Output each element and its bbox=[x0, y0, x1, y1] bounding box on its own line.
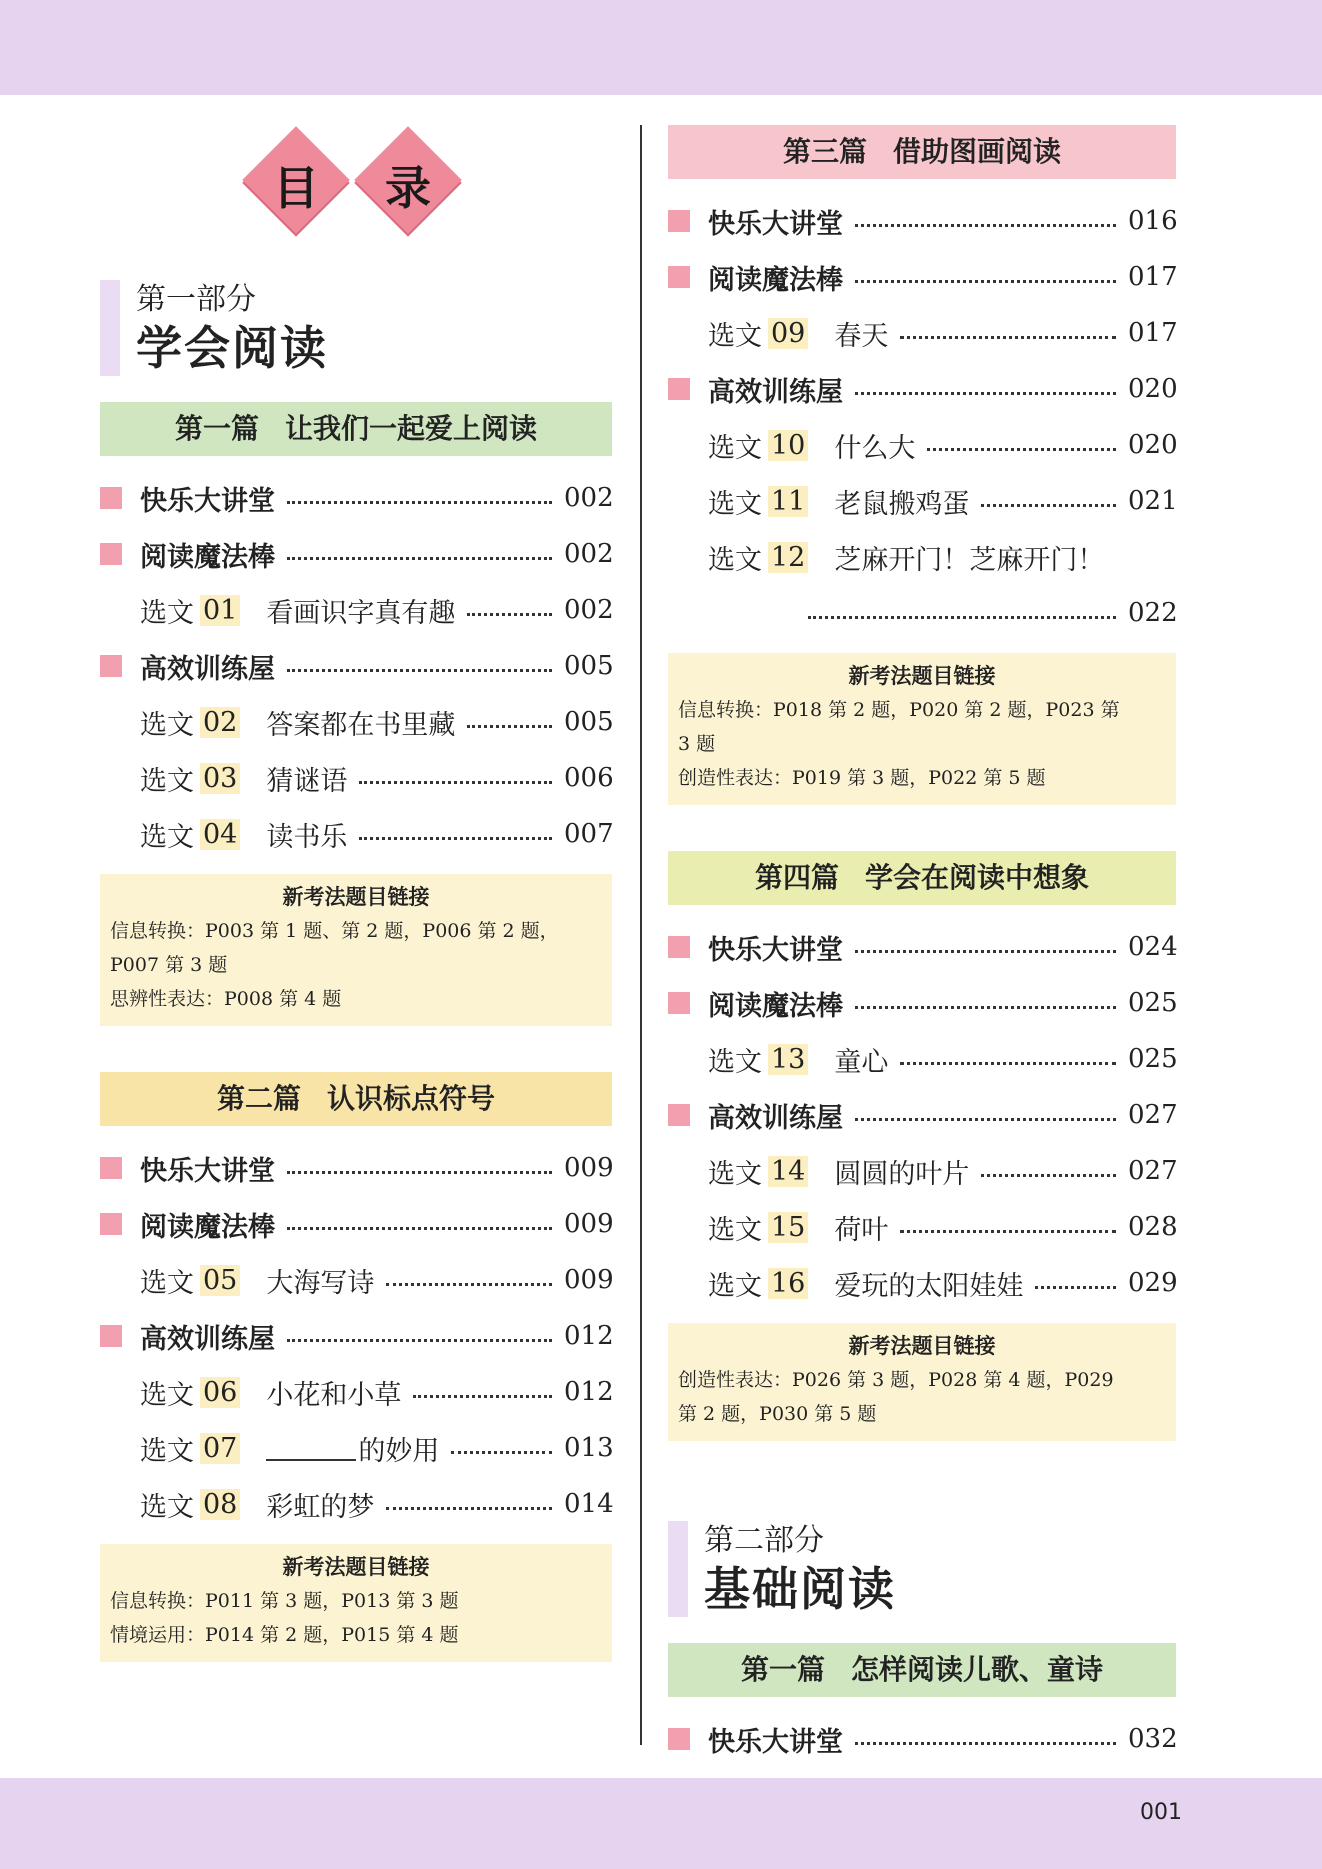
bullet-square-icon bbox=[100, 487, 122, 509]
xuanwen-label: 选文 bbox=[140, 821, 194, 853]
new-exam-link-box bbox=[100, 1544, 612, 1662]
toc-entry[interactable] bbox=[100, 1140, 612, 1196]
page-ref: 028 bbox=[1128, 1212, 1178, 1242]
toc-entry[interactable] bbox=[100, 470, 612, 526]
part-title: 学会阅读 bbox=[136, 321, 328, 375]
leader-dots bbox=[287, 1171, 552, 1174]
toc-entry[interactable] bbox=[668, 1087, 1176, 1143]
toc-subentry[interactable] bbox=[668, 473, 1176, 529]
leader-dots bbox=[981, 1174, 1116, 1177]
toc-subentry[interactable] bbox=[668, 1143, 1176, 1199]
top-color-band bbox=[0, 0, 1322, 95]
toc-entry[interactable] bbox=[100, 1196, 612, 1252]
part-subtitle: 第一部分 bbox=[136, 282, 256, 317]
toc-subentry[interactable] bbox=[668, 529, 1176, 585]
link-box-line: 第 2 题，P030 第 5 题 bbox=[678, 1403, 877, 1425]
selection-number: 03 bbox=[200, 763, 240, 794]
chapter-title: 学会在阅读中想象 bbox=[865, 861, 1090, 894]
chapter-number: 第四篇 bbox=[754, 861, 839, 894]
selection-title: 童心 bbox=[834, 1046, 889, 1078]
selection-title: 的妙用 bbox=[358, 1435, 440, 1467]
page-ref: 017 bbox=[1128, 262, 1178, 292]
xuanwen-label: 选文 bbox=[140, 709, 194, 741]
entry-label: 快乐大讲堂 bbox=[140, 1155, 275, 1187]
selection-title: 什么大 bbox=[834, 432, 916, 464]
new-exam-link-box bbox=[668, 1323, 1176, 1441]
chapter-number: 第二篇 bbox=[216, 1082, 301, 1115]
selection-title: 芝麻开门！芝麻开门！ bbox=[834, 544, 1105, 576]
leader-dots bbox=[287, 669, 552, 672]
page-ref: 012 bbox=[564, 1377, 614, 1407]
chapter-title: 怎样阅读儿歌、童诗 bbox=[851, 1653, 1104, 1686]
selection-number: 08 bbox=[200, 1489, 240, 1520]
page-ref: 021 bbox=[1128, 486, 1178, 516]
link-box-title: 新考法题目链接 bbox=[848, 1334, 996, 1358]
link-box-line: P007 第 3 题 bbox=[110, 954, 228, 976]
leader-dots bbox=[900, 1230, 1116, 1233]
page-ref: 014 bbox=[564, 1489, 614, 1519]
bullet-square-icon bbox=[668, 1728, 690, 1750]
part-heading bbox=[100, 280, 612, 376]
page-ref: 029 bbox=[1128, 1268, 1178, 1298]
toc-entry[interactable] bbox=[100, 526, 612, 582]
chapter-title: 让我们一起爱上阅读 bbox=[285, 412, 538, 445]
page-ref: 009 bbox=[564, 1153, 614, 1183]
leader-dots bbox=[386, 1507, 552, 1510]
toc-subentry[interactable] bbox=[100, 806, 612, 862]
entry-label: 阅读魔法棒 bbox=[140, 541, 275, 573]
fill-blank-line bbox=[266, 1435, 356, 1461]
selection-title: 老鼠搬鸡蛋 bbox=[834, 488, 970, 520]
page-ref: 002 bbox=[564, 539, 614, 569]
page-ref: 005 bbox=[564, 651, 614, 681]
page-ref: 017 bbox=[1128, 318, 1178, 348]
chapter-bar[interactable] bbox=[100, 1072, 612, 1126]
selection-number: 06 bbox=[200, 1377, 240, 1408]
page-ref: 002 bbox=[564, 595, 614, 625]
page-ref: 020 bbox=[1128, 374, 1178, 404]
bullet-square-icon bbox=[100, 655, 122, 677]
leader-dots bbox=[855, 950, 1116, 953]
xuanwen-label: 选文 bbox=[708, 1214, 762, 1246]
xuanwen-label: 选文 bbox=[708, 544, 762, 576]
selection-title: 猜谜语 bbox=[266, 765, 348, 797]
selection-title: 荷叶 bbox=[834, 1214, 889, 1246]
link-box-line: 信息转换：P011 第 3 题，P013 第 3 题 bbox=[110, 1590, 459, 1612]
leader-dots bbox=[413, 1395, 552, 1398]
leader-dots bbox=[1035, 1286, 1116, 1289]
selection-number: 12 bbox=[768, 542, 808, 573]
link-box-title: 新考法题目链接 bbox=[282, 1555, 430, 1579]
link-box-line: 情境运用：P014 第 2 题，P015 第 4 题 bbox=[110, 1624, 459, 1646]
page-ref: 020 bbox=[1128, 430, 1178, 460]
link-box-line: 创造性表达：P019 第 3 题，P022 第 5 题 bbox=[678, 767, 1046, 789]
page-ref: 025 bbox=[1128, 1044, 1178, 1074]
entry-label: 阅读魔法棒 bbox=[708, 264, 843, 296]
chapter-title: 认识标点符号 bbox=[327, 1082, 496, 1115]
page-ref: 006 bbox=[564, 763, 614, 793]
toc-entry[interactable] bbox=[100, 1308, 612, 1364]
selection-number: 07 bbox=[200, 1433, 240, 1464]
leader-dots bbox=[287, 501, 552, 504]
xuanwen-label: 选文 bbox=[708, 1270, 762, 1302]
selection-number: 01 bbox=[200, 595, 240, 626]
bullet-square-icon bbox=[100, 543, 122, 565]
page-ref: 032 bbox=[1128, 1724, 1178, 1754]
bullet-square-icon bbox=[668, 1104, 690, 1126]
selection-title: 春天 bbox=[834, 320, 889, 352]
toc-title-char: 目 bbox=[273, 161, 319, 215]
page-ref: 009 bbox=[564, 1209, 614, 1239]
toc-subentry[interactable] bbox=[100, 694, 612, 750]
leader-dots bbox=[808, 616, 1116, 619]
selection-number: 02 bbox=[200, 707, 240, 738]
bottom-color-band bbox=[0, 1778, 1322, 1869]
toc-subentry[interactable] bbox=[668, 1031, 1176, 1087]
entry-label: 高效训练屋 bbox=[140, 1323, 275, 1355]
toc-subentry[interactable] bbox=[100, 582, 612, 638]
selection-title: 答案都在书里藏 bbox=[266, 709, 456, 741]
entry-label: 快乐大讲堂 bbox=[708, 1726, 843, 1758]
selection-title: 彩虹的梦 bbox=[266, 1491, 375, 1523]
bullet-square-icon bbox=[100, 1325, 122, 1347]
selection-title: 小花和小草 bbox=[266, 1379, 402, 1411]
chapter-bar[interactable] bbox=[668, 125, 1176, 179]
page-number: 001 bbox=[1140, 1800, 1182, 1825]
selection-title: 圆圆的叶片 bbox=[834, 1158, 970, 1190]
xuanwen-label: 选文 bbox=[140, 1379, 194, 1411]
chapter-title: 借助图画阅读 bbox=[893, 135, 1062, 168]
toc-subentry[interactable] bbox=[668, 305, 1176, 361]
part-subtitle: 第二部分 bbox=[704, 1523, 824, 1558]
leader-dots bbox=[467, 613, 552, 616]
chapter-bar[interactable] bbox=[668, 1643, 1176, 1697]
toc-subentry[interactable] bbox=[100, 750, 612, 806]
xuanwen-label: 选文 bbox=[708, 432, 762, 464]
toc-subentry[interactable] bbox=[100, 1364, 612, 1420]
selection-number: 09 bbox=[768, 318, 808, 349]
leader-dots bbox=[359, 781, 552, 784]
page-ref: 027 bbox=[1128, 1156, 1178, 1186]
leader-dots bbox=[386, 1283, 552, 1286]
leader-dots bbox=[855, 224, 1116, 227]
toc-entry[interactable] bbox=[668, 249, 1176, 305]
entry-label: 快乐大讲堂 bbox=[708, 934, 843, 966]
link-box-title: 新考法题目链接 bbox=[282, 885, 430, 909]
page-ref: 016 bbox=[1128, 206, 1178, 236]
part-title: 基础阅读 bbox=[704, 1562, 896, 1616]
page-ref: 007 bbox=[564, 819, 614, 849]
leader-dots bbox=[855, 1118, 1116, 1121]
bullet-square-icon bbox=[668, 210, 690, 232]
leader-dots bbox=[900, 336, 1116, 339]
entry-label: 快乐大讲堂 bbox=[708, 208, 843, 240]
toc-entry[interactable] bbox=[100, 638, 612, 694]
toc-entry[interactable] bbox=[668, 361, 1176, 417]
bullet-square-icon bbox=[668, 266, 690, 288]
leader-dots bbox=[927, 448, 1116, 451]
selection-number: 11 bbox=[768, 486, 808, 517]
toc-entry[interactable] bbox=[668, 1711, 1176, 1767]
page-ref: 025 bbox=[1128, 988, 1178, 1018]
page-ref: 013 bbox=[564, 1433, 614, 1463]
leader-dots bbox=[855, 1742, 1116, 1745]
page-ref: 027 bbox=[1128, 1100, 1178, 1130]
leader-dots bbox=[287, 1339, 552, 1342]
toc-title-char: 录 bbox=[385, 161, 431, 215]
right-column bbox=[668, 125, 1176, 1767]
leader-dots bbox=[855, 1006, 1116, 1009]
xuanwen-label: 选文 bbox=[708, 1158, 762, 1190]
selection-number: 14 bbox=[768, 1156, 808, 1187]
toc-subentry[interactable] bbox=[668, 1199, 1176, 1255]
entry-label: 阅读魔法棒 bbox=[140, 1211, 275, 1243]
selection-number: 15 bbox=[768, 1212, 808, 1243]
leader-dots bbox=[981, 504, 1116, 507]
selection-number: 04 bbox=[200, 819, 240, 850]
page-ref: 009 bbox=[564, 1265, 614, 1295]
leader-dots bbox=[900, 1062, 1116, 1065]
xuanwen-label: 选文 bbox=[140, 1267, 194, 1299]
selection-number: 13 bbox=[768, 1044, 808, 1075]
bullet-square-icon bbox=[668, 378, 690, 400]
page-ref: 024 bbox=[1128, 932, 1178, 962]
leader-dots bbox=[855, 392, 1116, 395]
selection-number: 05 bbox=[200, 1265, 240, 1296]
bullet-square-icon bbox=[668, 992, 690, 1014]
part-bar bbox=[668, 1521, 688, 1617]
selection-title: 爱玩的太阳娃娃 bbox=[834, 1270, 1024, 1302]
new-exam-link-box bbox=[668, 653, 1176, 805]
xuanwen-label: 选文 bbox=[708, 1046, 762, 1078]
link-box-line: 信息转换：P003 第 1 题、第 2 题，P006 第 2 题， bbox=[110, 920, 559, 942]
chapter-bar[interactable] bbox=[668, 851, 1176, 905]
selection-number: 16 bbox=[768, 1268, 808, 1299]
part-bar bbox=[100, 280, 120, 376]
toc-subentry[interactable] bbox=[100, 1252, 612, 1308]
page-ref: 022 bbox=[1128, 598, 1178, 628]
toc-entry[interactable] bbox=[668, 975, 1176, 1031]
entry-label: 高效训练屋 bbox=[708, 376, 843, 408]
xuanwen-label: 选文 bbox=[140, 597, 194, 629]
toc-entry[interactable] bbox=[668, 919, 1176, 975]
selection-title: 大海写诗 bbox=[266, 1267, 375, 1299]
xuanwen-label: 选文 bbox=[140, 1491, 194, 1523]
toc-entry[interactable] bbox=[668, 193, 1176, 249]
selection-number: 10 bbox=[768, 430, 808, 461]
leader-dots bbox=[359, 837, 552, 840]
toc-subentry[interactable] bbox=[668, 417, 1176, 473]
entry-label: 快乐大讲堂 bbox=[140, 485, 275, 517]
page-ref: 005 bbox=[564, 707, 614, 737]
chapter-bar[interactable] bbox=[100, 402, 612, 456]
leader-dots bbox=[287, 1227, 552, 1230]
page-ref: 012 bbox=[564, 1321, 614, 1351]
chapter-number: 第一篇 bbox=[740, 1653, 825, 1686]
link-box-line: 思辨性表达：P008 第 4 题 bbox=[110, 988, 342, 1010]
toc-subentry[interactable] bbox=[100, 1420, 612, 1476]
leader-dots bbox=[467, 725, 552, 728]
toc-subentry[interactable] bbox=[668, 1255, 1176, 1311]
toc-subentry-continuation[interactable] bbox=[668, 585, 1176, 641]
column-divider bbox=[640, 125, 642, 1745]
selection-title: 看画识字真有趣 bbox=[266, 597, 456, 629]
xuanwen-label: 选文 bbox=[140, 765, 194, 797]
xuanwen-label: 选文 bbox=[708, 488, 762, 520]
part-heading bbox=[668, 1521, 1176, 1617]
leader-dots bbox=[855, 280, 1116, 283]
entry-label: 高效训练屋 bbox=[140, 653, 275, 685]
left-column bbox=[100, 120, 612, 1662]
bullet-square-icon bbox=[100, 1157, 122, 1179]
xuanwen-label: 选文 bbox=[708, 320, 762, 352]
entry-label: 阅读魔法棒 bbox=[708, 990, 843, 1022]
page-ref: 002 bbox=[564, 483, 614, 513]
leader-dots bbox=[451, 1451, 552, 1454]
link-box-line: 信息转换：P018 第 2 题，P020 第 2 题，P023 第 bbox=[678, 699, 1120, 721]
entry-label: 高效训练屋 bbox=[708, 1102, 843, 1134]
toc-title bbox=[100, 120, 612, 240]
leader-dots bbox=[287, 557, 552, 560]
chapter-number: 第一篇 bbox=[174, 412, 259, 445]
link-box-line: 创造性表达：P026 第 3 题，P028 第 4 题，P029 bbox=[678, 1369, 1114, 1391]
chapter-number: 第三篇 bbox=[782, 135, 867, 168]
xuanwen-label: 选文 bbox=[140, 1435, 194, 1467]
link-box-line: 3 题 bbox=[678, 733, 716, 755]
new-exam-link-box bbox=[100, 874, 612, 1026]
bullet-square-icon bbox=[668, 936, 690, 958]
bullet-square-icon bbox=[100, 1213, 122, 1235]
selection-title: 读书乐 bbox=[266, 821, 348, 853]
toc-subentry[interactable] bbox=[100, 1476, 612, 1532]
link-box-title: 新考法题目链接 bbox=[848, 664, 996, 688]
